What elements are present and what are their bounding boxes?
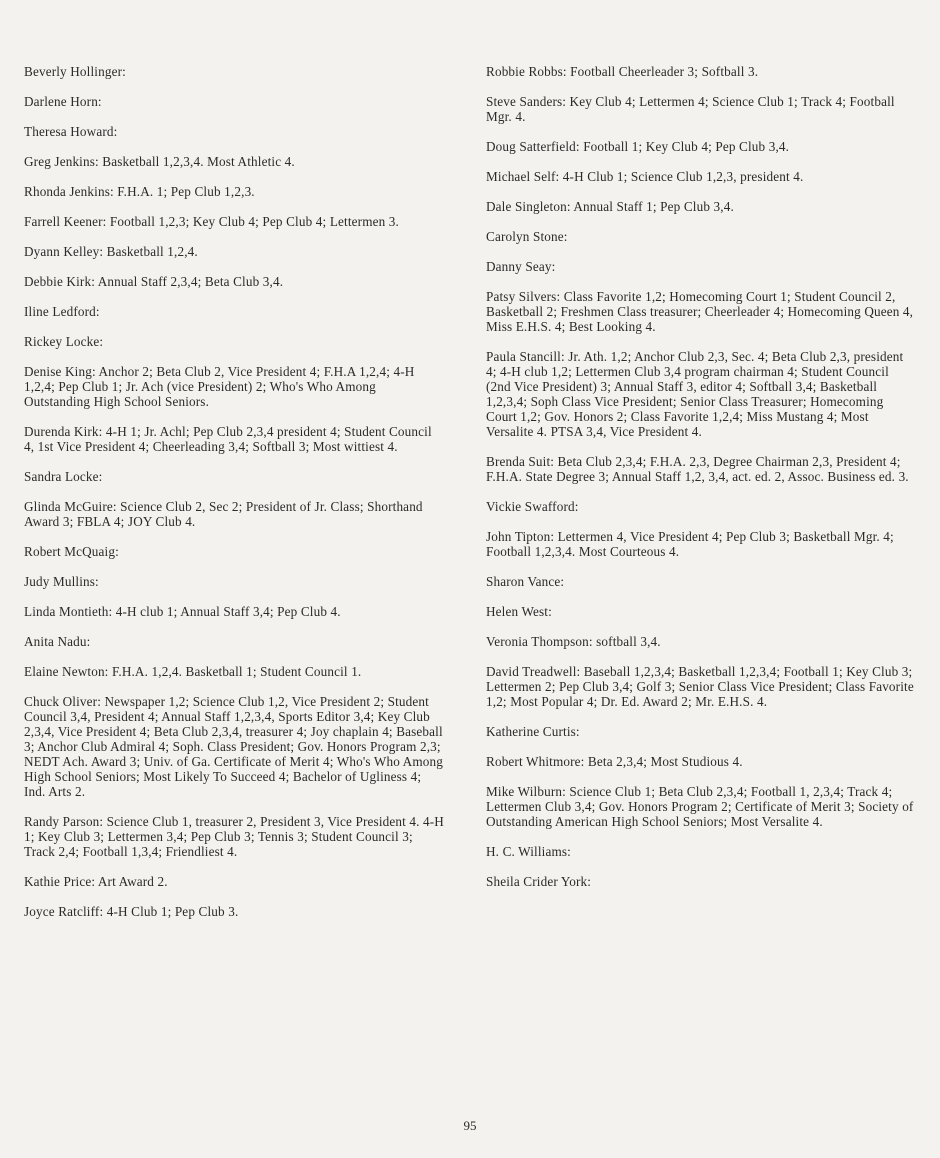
- senior-entry: Linda Montieth: 4-H club 1; Annual Staff 3,4; Pep Club 4.: [24, 604, 341, 619]
- senior-entry: Greg Jenkins: Basketball 1,2,3,4. Most Athletic 4.: [24, 154, 295, 169]
- right-column: [486, 64, 914, 904]
- left-column: [24, 64, 444, 934]
- senior-entry: Doug Satterfield: Football 1; Key Club 4; Pep Club 3,4.: [486, 139, 790, 154]
- senior-entry: David Treadwell: Baseball 1,2,3,4; Basketball 1,2,3,4; Football 1; Key Club 3; Lettermen 2; Pep Club 3,4; Golf 3; Senior Class Vice President; Class Favorite 1,2; Most Popular 4; Dr. Ed. Award 2; Mr. E.H.S. 4.: [486, 664, 914, 709]
- senior-entry: Randy Parson: Science Club 1, treasurer 2, President 3, Vice President 4. 4-H 1; Key Club 3; Lettermen 3,4; Pep Club 3; Tennis 3; Student Council 3; Track 2,4; Football 1,3,4; Friendliest 4.: [24, 814, 444, 859]
- senior-entry: Denise King: Anchor 2; Beta Club 2, Vice President 4; F.H.A 1,2,4; 4-H 1,2,4; Pep Club 1; Jr. Ach (vice President) 2; Who's Who Among Outstanding High School Seniors.: [24, 364, 415, 409]
- senior-entry: Kathie Price: Art Award 2.: [24, 874, 168, 889]
- senior-entry: Vickie Swafford:: [486, 499, 579, 514]
- senior-entry: Carolyn Stone:: [486, 229, 568, 244]
- senior-entry: Veronia Thompson: softball 3,4.: [486, 634, 661, 649]
- senior-entry: Danny Seay:: [486, 259, 556, 274]
- senior-entry: Beverly Hollinger:: [24, 64, 126, 79]
- senior-entry: Katherine Curtis:: [486, 724, 580, 739]
- senior-entry: Darlene Horn:: [24, 94, 102, 109]
- senior-entry: Elaine Newton: F.H.A. 1,2,4. Basketball 1; Student Council 1.: [24, 664, 362, 679]
- senior-entry: John Tipton: Lettermen 4, Vice President 4; Pep Club 3; Basketball Mgr. 4; Football 1,2,3,4. Most Courteous 4.: [486, 529, 894, 559]
- senior-entry: Theresa Howard:: [24, 124, 118, 139]
- senior-entry: Anita Nadu:: [24, 634, 91, 649]
- senior-entry: Robbie Robbs: Football Cheerleader 3; Softball 3.: [486, 64, 759, 79]
- senior-entry: Rhonda Jenkins: F.H.A. 1; Pep Club 1,2,3.: [24, 184, 255, 199]
- senior-entry: Paula Stancill: Jr. Ath. 1,2; Anchor Club 2,3, Sec. 4; Beta Club 2,3, president 4; 4-H club 1,2; Lettermen Club 3,4 program chairman 4; Student Council (2nd Vice President) 3; Annual Staff 3, editor 4; Softball 3,4; Basketball 1,2,3,4; Soph Class Vice President; Senior Class Treasurer; Homecoming Court 1,2; Gov. Honors 2; Class Favorite 1,2,4; Miss Mustang 4; Most Versalite 4. PTSA 3,4, Vice President 4.: [486, 349, 904, 439]
- senior-entry: Iline Ledford:: [24, 304, 100, 319]
- senior-entry: Judy Mullins:: [24, 574, 99, 589]
- senior-entry: Sandra Locke:: [24, 469, 103, 484]
- senior-entry: Mike Wilburn: Science Club 1; Beta Club 2,3,4; Football 1, 2,3,4; Track 4; Lettermen Club 3,4; Gov. Honors Program 2; Certificate of Merit 3; Society of Outstanding American High School Seniors; Most Versalite 4.: [486, 784, 914, 829]
- senior-entry: Robert Whitmore: Beta 2,3,4; Most Studious 4.: [486, 754, 743, 769]
- senior-entry: Glinda McGuire: Science Club 2, Sec 2; President of Jr. Class; Shorthand Award 3; FBLA 4; JOY Club 4.: [24, 499, 423, 529]
- senior-entry: Chuck Oliver: Newspaper 1,2; Science Club 1,2, Vice President 2; Student Council 3,4, President 4; Annual Staff 1,2,3,4, Sports Editor 3,4; Key Club 2,3,4, Vice President 4; Beta Club 2,3,4, treasurer 4; Joy chaplain 4; Baseball 3; Anchor Club Admiral 4; Soph. Class President; Gov. Honors Program 2,3; NEDT Ach. Award 3; Univ. of Ga. Certificate of Merit 4; Who's Who Among High School Seniors; Most Likely To Succeed 4; Bachelor of Ugliness 4; Ind. Arts 2.: [24, 694, 443, 799]
- senior-entry: Brenda Suit: Beta Club 2,3,4; F.H.A. 2,3, Degree Chairman 2,3, President 4; F.H.A. State Degree 3; Annual Staff 1,2, 3,4, act. ed. 2, Assoc. Business ed. 3.: [486, 454, 909, 484]
- senior-entry: Farrell Keener: Football 1,2,3; Key Club 4; Pep Club 4; Lettermen 3.: [24, 214, 399, 229]
- senior-entry: Patsy Silvers: Class Favorite 1,2; Homecoming Court 1; Student Council 2, Basketball 2; Freshmen Class treasurer; Cheerleader 4; Homecoming Queen 4, Miss E.H.S. 4; Best Looking 4.: [486, 289, 914, 334]
- senior-entry: Helen West:: [486, 604, 552, 619]
- senior-entry: Sharon Vance:: [486, 574, 565, 589]
- senior-entry: Dale Singleton: Annual Staff 1; Pep Club 3,4.: [486, 199, 734, 214]
- senior-entry: Steve Sanders: Key Club 4; Lettermen 4; Science Club 1; Track 4; Football Mgr. 4.: [486, 94, 895, 124]
- senior-entry: Durenda Kirk: 4-H 1; Jr. Achl; Pep Club 2,3,4 president 4; Student Council 4, 1st Vice President 4; Cheerleading 3,4; Softball 3; Most wittiest 4.: [24, 424, 432, 454]
- page-number: 95: [463, 1118, 477, 1133]
- senior-entry: Debbie Kirk: Annual Staff 2,3,4; Beta Club 3,4.: [24, 274, 284, 289]
- senior-entry: Joyce Ratcliff: 4-H Club 1; Pep Club 3.: [24, 904, 239, 919]
- senior-entry: Michael Self: 4-H Club 1; Science Club 1,2,3, president 4.: [486, 169, 804, 184]
- senior-entry: Sheila Crider York:: [486, 874, 592, 889]
- senior-entry: H. C. Williams:: [486, 844, 571, 859]
- senior-entry: Dyann Kelley: Basketball 1,2,4.: [24, 244, 198, 259]
- senior-entry: Robert McQuaig:: [24, 544, 119, 559]
- senior-entry: Rickey Locke:: [24, 334, 104, 349]
